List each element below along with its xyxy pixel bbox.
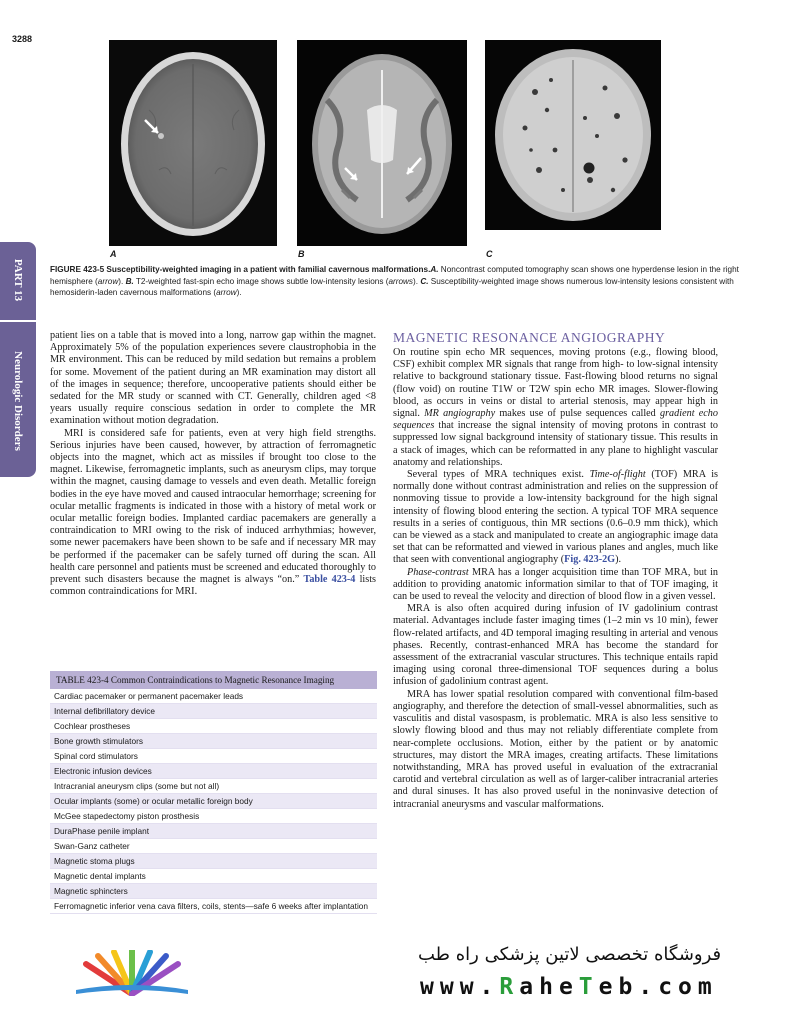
- side-tab-divider: [0, 320, 36, 322]
- paragraph: MRA has lower spatial resolution compared with conventional film-based angiography, and therefore the detection of small-vessel abnormalities, such as vasculitis and distal vasospasm, is problematic. MRA is also less sensitive to slowly flowing blood and thus may not reliably differentiate complete from near-complete occlusions. Motion, either by the patient or by anatomic structures, may distort the MRA images, creating artifacts. These limitations notwithstanding, MRA has proved useful in evaluation of the extracranial carotid and vertebral circulation as well as of larger-caliber intracranial arteries and dural sinuses. It has also proved useful in the noninvasive detection of intracranial aneurysms and vascular malformations.: [393, 688, 718, 810]
- section-title-label: Neurologic Disorders: [12, 351, 24, 451]
- paragraph: MRI is considered safe for patients, even at very high field strengths. Serious injuries have been caused, however, by attraction of ferromagnetic objects into the magnet, which act as missiles if brought too close to the magnet. Likewise, ferromagnetic implants, such as aneurysm clips, may torque within the magnet, causing damage to vessels and even death. Metallic foreign bodies in the eye have moved and caused intraocular hemorrhage; screening for ocular metallic fragments is indicated in those with a history of metal work or ocular metallic foreign bodies. Implanted cardiac pacemakers are generally a contraindication to MRI owing to the risk of induced arrhythmias; however, some newer pacemakers have been shown to be safe and if necessary MR may be performed if the pacemaker can be safely turned off during the scan. All health care personnel and patients must be screened and educated thoroughly to prevent such disasters because the magnet is always “on.” Table 423-4 lists common contraindications for MRI.: [50, 427, 376, 598]
- left-column-text: [50, 330, 376, 598]
- table-row: Ocular implants (some) or ocular metallic foreign body: [50, 794, 377, 809]
- watermark-url: www.RaheTeb.com: [420, 974, 718, 1000]
- table-row: McGee stapedectomy piston prosthesis: [50, 809, 377, 824]
- t2-mri-image-b: [297, 40, 467, 246]
- table-body: [50, 689, 377, 914]
- part-number-label: PART 13: [12, 258, 24, 302]
- table-row: Magnetic dental implants: [50, 869, 377, 884]
- table-row: Cochlear prostheses: [50, 719, 377, 734]
- table-row: Magnetic sphincters: [50, 884, 377, 899]
- table-row: DuraPhase penile implant: [50, 824, 377, 839]
- right-column-text: [393, 330, 718, 811]
- paragraph: On routine spin echo MR sequences, moving protons (e.g., flowing blood, CSF) exhibit complex MR signals that range from high- to low-signal intensity relative to background stationary tissue. Fast-flowing blood returns no signal (flow void) on routine T1W or T2W spin echo MR images. Slower-flowing blood, as occurs in veins or distal to arterial stenosis, may appear high in signal. MR angiography makes use of pulse sequences called gradient echo sequences that increase the signal intensity of moving protons in contrast to suppressed low signal background intensity of stationary tissue. This results in a stack of images, which can be reformatted in any plane to highlight vascular anatomy and relationships.: [393, 347, 718, 468]
- ct-scan-image-a: [109, 40, 277, 246]
- page-number: 3288: [12, 34, 33, 44]
- swi-mri-image-c: [485, 40, 661, 230]
- panel-label-b: B: [298, 249, 305, 259]
- figure-caption: FIGURE 423-5 Susceptibility-weighted imaging in a patient with familial cavernous malformations.A. Noncontrast computed tomography scan shows one hyperdense lesion in the right hemisphere (arrow). B. T2-weighted fast-spin echo image shows subtle low-intensity lesions (arrows). C. Susceptibility-weighted image shows numerous low-intensity lesions consistent with hemosiderin-laden cavernous malformations (arrow).: [50, 265, 739, 297]
- table-row: Internal defibrillatory device: [50, 704, 377, 719]
- table-row: Magnetic stoma plugs: [50, 854, 377, 869]
- table-reference-link[interactable]: Table 423-4: [303, 574, 356, 586]
- part-side-tab: [0, 242, 36, 477]
- paragraph: Phase-contrast MRA has a longer acquisition time than TOF MRA, but in addition to providing anatomic information similar to that of TOF imaging, it can be used to reveal the velocity and direction of blood flow in a given vessel.: [393, 566, 718, 603]
- table-row: Ferromagnetic inferior vena cava filters, coils, stents—safe 6 weeks after implantation: [50, 899, 377, 914]
- panel-label-a: A: [110, 249, 117, 259]
- paragraph: MRA is also often acquired during infusion of IV gadolinium contrast material. Advantages include faster imaging times (1–2 min vs 10 min), fewer flow-related artifacts, and 4D temporal imaging resulting in arterial and venous phases. Recently, contrast-enhanced MRA has become the standard for assessment of the extracranial vascular structures. This technique entails rapid imaging using coronal three-dimensional TOF sequences during a bolus infusion of gadolinium contrast agent.: [393, 603, 718, 688]
- table-row: Swan-Ganz catheter: [50, 839, 377, 854]
- table-title: TABLE 423-4 Common Contraindications to Magnetic Resonance Imaging: [50, 671, 377, 689]
- contraindications-table: [50, 671, 377, 933]
- paragraph: patient lies on a table that is moved into a long, narrow gap within the magnet. Approximately 5% of the population experiences severe claustrophobia in the MR environment. This can be reduced by mild sedation but remains a problem for some. Movement of the patient during an MR examination may distort all of the images in sequence; therefore, uncooperative patients should either be sedated for the MR study or scanned with CT. Generally, children aged <8 years usually require conscious sedation in order to complete the MR examination without motion degradation.: [50, 330, 376, 427]
- table-row: Electronic infusion devices: [50, 764, 377, 779]
- table-row: Cardiac pacemaker or permanent pacemaker leads: [50, 689, 377, 704]
- panel-label-c: C: [486, 249, 493, 259]
- table-row: Spinal cord stimulators: [50, 749, 377, 764]
- table-row: Intracranial aneurysm clips (some but not all): [50, 779, 377, 794]
- book-fan-logo-icon: [72, 950, 192, 1001]
- table-row: Bone growth stimulators: [50, 734, 377, 749]
- paragraph: Several types of MRA techniques exist. Time-of-flight (TOF) MRA is normally done without contrast administration and relies on the suppression of nonmoving tissue to provide a low-intensity background for the high signal intensity of flowing blood entering the section. A typical TOF MRA sequence results in a series of contiguous, thin MR sections (0.6–0.9 mm thick), which can be viewed as a stack and manipulated to create an angiographic image data set that can be reformatted and viewed in various planes and angles, much like that seen with conventional angiography (Fig. 423-2G).: [393, 469, 718, 566]
- figure-reference-link[interactable]: Fig. 423-2G: [564, 554, 616, 566]
- watermark-persian-text: فروشگاه تخصصی لاتین پزشکی راه طب: [418, 944, 722, 965]
- section-heading: MAGNETIC RESONANCE ANGIOGRAPHY: [393, 330, 666, 345]
